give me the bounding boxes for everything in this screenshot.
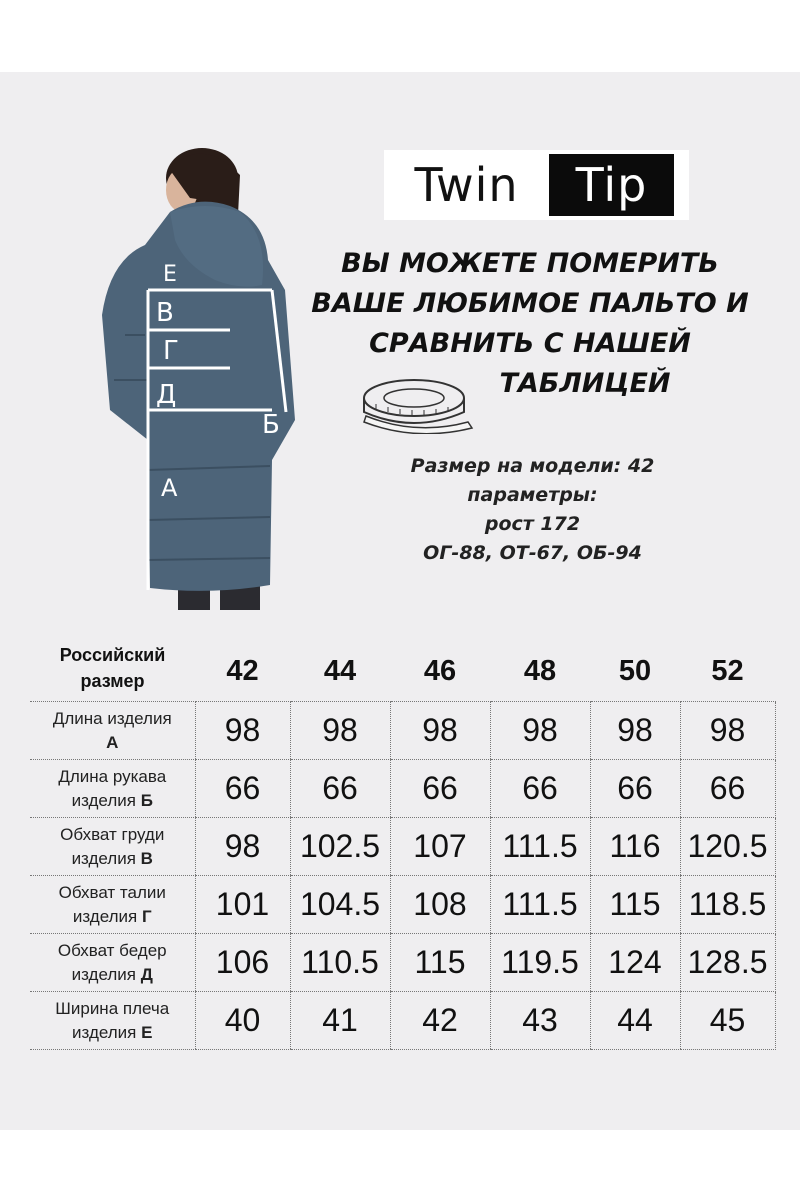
size-header: 48 xyxy=(490,635,590,702)
table-cell: 66 xyxy=(490,760,590,818)
logo-word-twin: Twin xyxy=(414,158,519,212)
table-cell: 119.5 xyxy=(490,934,590,992)
row-label-name: Длина рукава xyxy=(58,766,167,786)
table-cell: 115 xyxy=(590,876,680,934)
row-label-prefix: изделия xyxy=(71,964,136,984)
row-label-prefix: изделия xyxy=(71,790,136,810)
model-info xyxy=(360,452,705,568)
table-cell: 41 xyxy=(290,992,390,1050)
header-label-line-2: размер xyxy=(80,671,145,691)
table-header-row xyxy=(30,635,775,702)
table-cell: 115 xyxy=(390,934,490,992)
row-letter: Г xyxy=(141,906,152,926)
model-figure xyxy=(90,140,310,610)
table-row xyxy=(30,934,775,992)
model-params-label: параметры: xyxy=(467,484,598,506)
size-header: 52 xyxy=(680,635,775,702)
row-letter: А xyxy=(106,732,119,752)
table-cell: 111.5 xyxy=(490,818,590,876)
table-cell: 128.5 xyxy=(680,934,775,992)
model-measurements: ОГ-88, ОТ-67, ОБ-94 xyxy=(423,542,642,564)
table-cell: 66 xyxy=(390,760,490,818)
table-cell: 98 xyxy=(490,702,590,760)
row-label-suffix xyxy=(30,905,195,929)
row-label-name: Длина изделия xyxy=(52,708,172,728)
row-label-suffix xyxy=(30,1021,195,1045)
label-d: Д xyxy=(156,380,177,410)
header-label-line-1: Российский xyxy=(59,645,166,665)
table-cell: 98 xyxy=(390,702,490,760)
table-cell: 66 xyxy=(590,760,680,818)
table-cell: 104.5 xyxy=(290,876,390,934)
table-row xyxy=(30,702,775,760)
table-cell: 106 xyxy=(195,934,290,992)
size-header: 50 xyxy=(590,635,680,702)
row-label xyxy=(30,760,195,818)
table-cell: 111.5 xyxy=(490,876,590,934)
table-cell: 42 xyxy=(390,992,490,1050)
table-body xyxy=(30,702,775,1050)
headline-line-3: СРАВНИТЬ С НАШЕЙ xyxy=(369,328,691,359)
row-label-suffix xyxy=(30,963,195,987)
size-header: 42 xyxy=(195,635,290,702)
table-cell: 66 xyxy=(680,760,775,818)
header-label xyxy=(30,635,195,702)
measuring-tape-icon xyxy=(356,372,476,434)
size-table xyxy=(30,635,776,1050)
table-cell: 102.5 xyxy=(290,818,390,876)
table-cell: 124 xyxy=(590,934,680,992)
headline-line-2: ВАШЕ ЛЮБИМОЕ ПАЛЬТО И xyxy=(311,288,749,319)
row-label-name: Обхват бедер xyxy=(57,940,167,960)
table-cell: 45 xyxy=(680,992,775,1050)
model-height: рост 172 xyxy=(484,513,581,535)
row-label xyxy=(30,934,195,992)
row-label xyxy=(30,992,195,1050)
table-cell: 120.5 xyxy=(680,818,775,876)
row-label xyxy=(30,818,195,876)
table-row xyxy=(30,760,775,818)
table-cell: 66 xyxy=(290,760,390,818)
headline-line-1: ВЫ МОЖЕТЕ ПОМЕРИТЬ xyxy=(341,248,719,279)
table-cell: 98 xyxy=(290,702,390,760)
table-row xyxy=(30,992,775,1050)
row-label xyxy=(30,702,195,760)
row-label-suffix xyxy=(30,847,195,871)
table-cell: 40 xyxy=(195,992,290,1050)
table-cell: 98 xyxy=(195,702,290,760)
headline-line-4: ТАБЛИЦЕЙ xyxy=(499,368,671,399)
row-letter: Б xyxy=(140,790,153,810)
row-label-suffix xyxy=(30,789,195,813)
row-label-suffix xyxy=(30,731,195,755)
table-cell: 108 xyxy=(390,876,490,934)
label-v: В xyxy=(156,298,174,328)
row-label-name: Обхват груди xyxy=(60,824,165,844)
label-b: Б xyxy=(262,410,280,440)
table-cell: 118.5 xyxy=(680,876,775,934)
table-cell: 98 xyxy=(680,702,775,760)
row-label xyxy=(30,876,195,934)
table-cell: 110.5 xyxy=(290,934,390,992)
row-letter: Д xyxy=(140,964,153,984)
row-label-prefix: изделия xyxy=(72,1022,137,1042)
logo-word-tip: Tip xyxy=(549,154,674,216)
table-cell: 98 xyxy=(590,702,680,760)
table-cell: 107 xyxy=(390,818,490,876)
brand-logo xyxy=(384,150,689,220)
table-cell: 44 xyxy=(590,992,680,1050)
table-cell: 98 xyxy=(195,818,290,876)
label-a: А xyxy=(161,474,178,502)
table-cell: 116 xyxy=(590,818,680,876)
row-label-prefix: изделия xyxy=(72,906,138,926)
size-header: 44 xyxy=(290,635,390,702)
table-cell: 43 xyxy=(490,992,590,1050)
row-letter: В xyxy=(140,848,153,868)
table-row xyxy=(30,876,775,934)
table-cell: 66 xyxy=(195,760,290,818)
label-e: Е xyxy=(163,262,177,287)
row-label-name: Обхват талии xyxy=(58,882,166,902)
label-g: Г xyxy=(163,336,179,366)
model-size: Размер на модели: 42 xyxy=(410,455,655,477)
table-cell: 101 xyxy=(195,876,290,934)
row-letter: Е xyxy=(141,1022,153,1042)
size-header: 46 xyxy=(390,635,490,702)
row-label-name: Ширина плеча xyxy=(55,998,170,1018)
table-row xyxy=(30,818,775,876)
row-label-prefix: изделия xyxy=(71,848,136,868)
